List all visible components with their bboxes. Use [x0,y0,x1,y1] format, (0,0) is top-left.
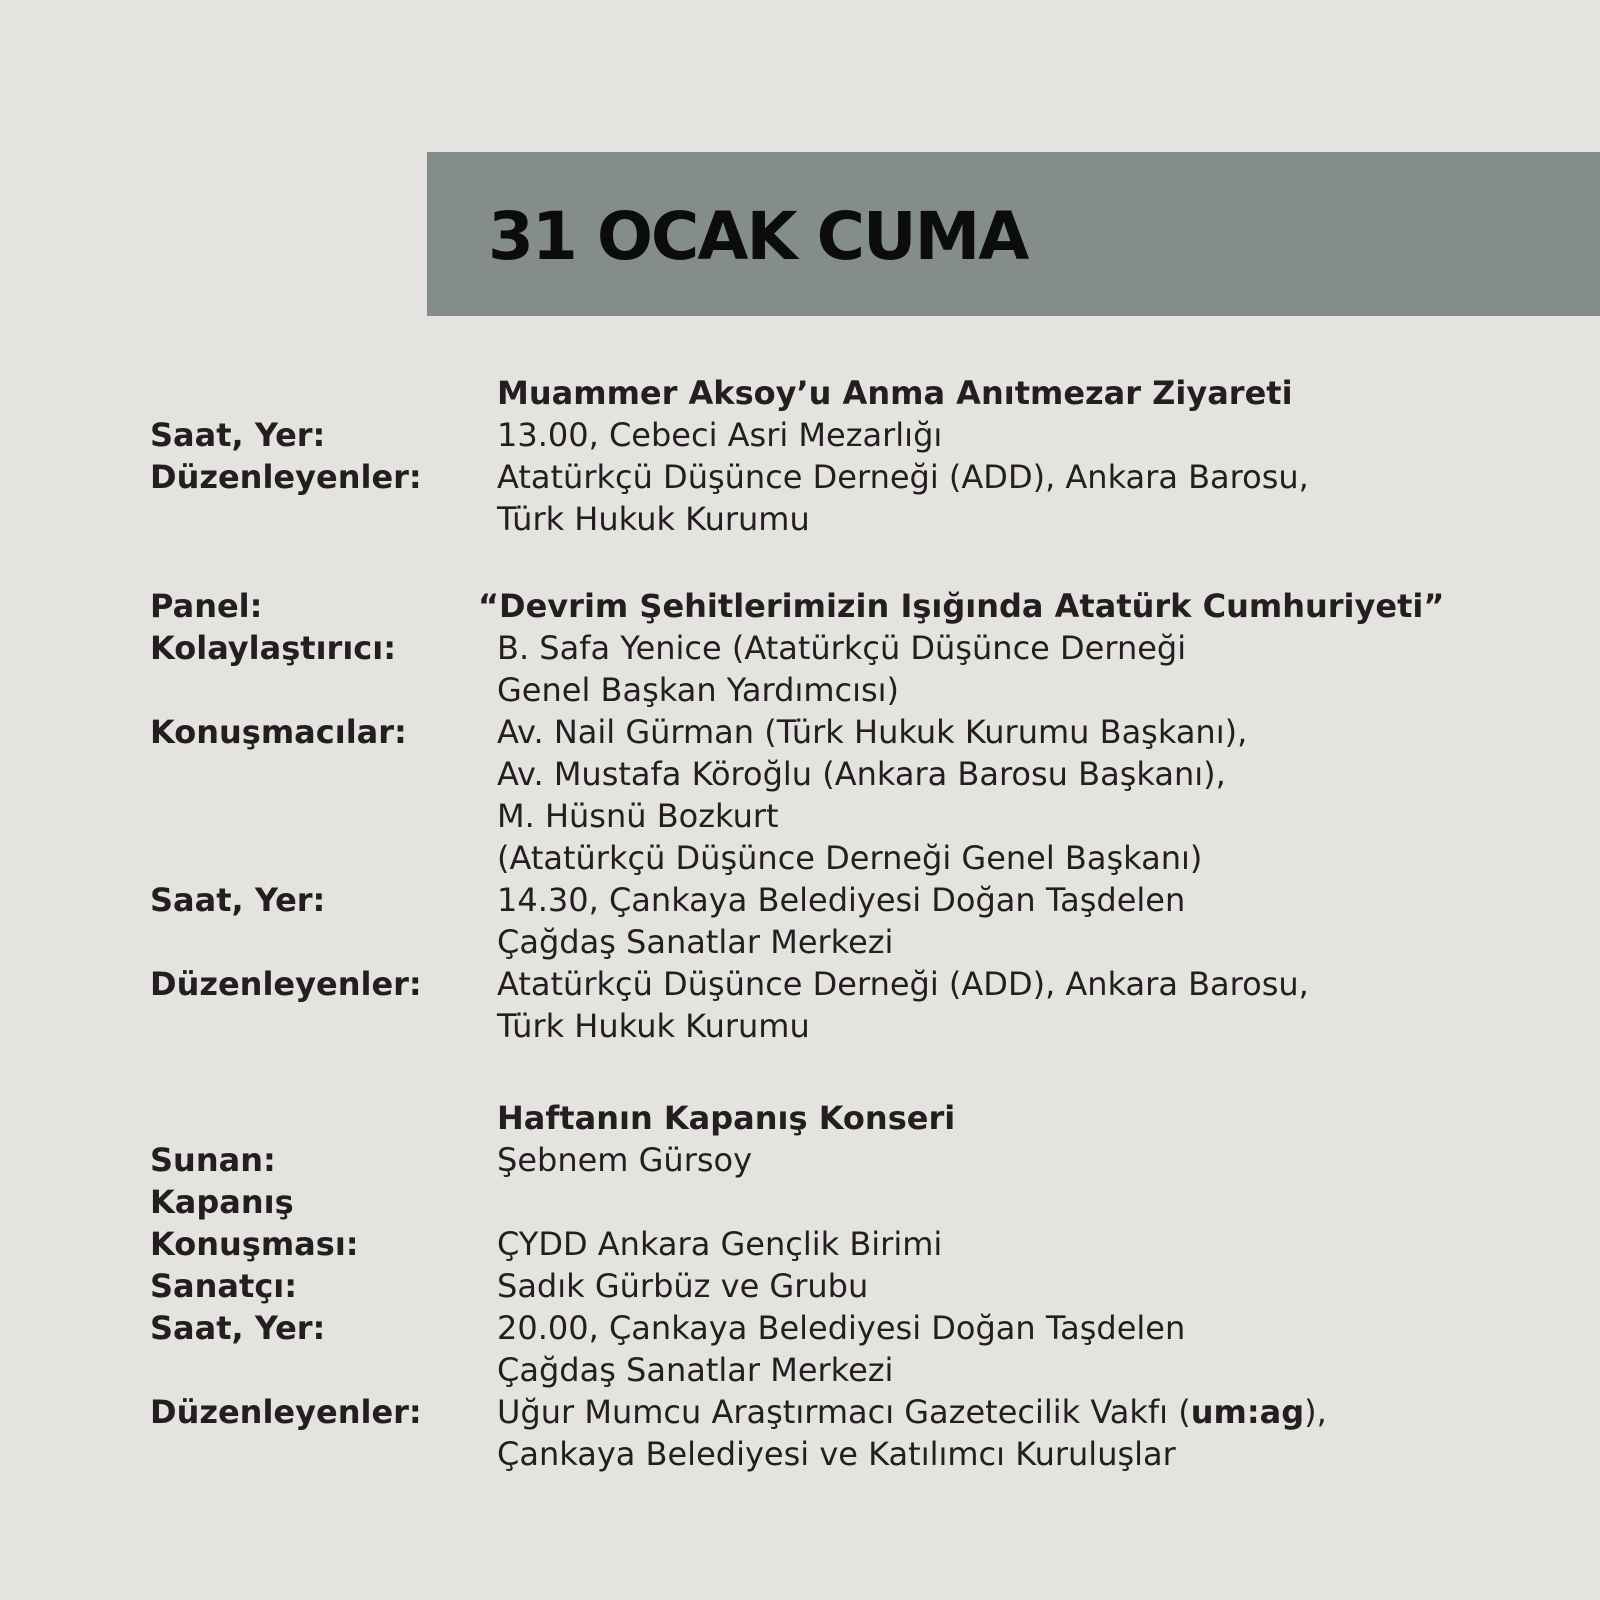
event2-panel-label: Panel: [150,587,263,625]
event3-title-row [0,1097,1600,1139]
event2-time-place-row [0,879,1600,921]
event2-organizers-row [0,963,1600,1005]
event3-organizers-line1 [497,1391,1327,1433]
event3-organizers-label: Düzenleyenler: [150,1393,422,1431]
event3-presenter-row [0,1139,1600,1181]
event3-time-place-label: Saat, Yer: [150,1309,326,1347]
event1-organizers-cont-row [0,498,1600,540]
event2-time-place-cont-row [0,921,1600,963]
event3-organizers-cont-row [0,1433,1600,1475]
event1-title: Muammer Aksoy’u Anma Anıtmezar Ziyareti [497,374,1293,412]
event2-organizers-line2: Türk Hukuk Kurumu [497,1007,810,1045]
event1-organizers-line1: Atatürkçü Düşünce Derneği (ADD), Ankara Barosu, [497,458,1309,496]
event2-speakers-line1: Av. Nail Gürman (Türk Hukuk Kurumu Başkanı), [497,713,1248,751]
event2-speakers-line3: M. Hüsnü Bozkurt [497,797,779,835]
event2-facilitator-line1: B. Safa Yenice (Atatürkçü Düşünce Derneği [497,629,1187,667]
event2-speakers-line4: (Atatürkçü Düşünce Derneği Genel Başkanı) [497,839,1203,877]
event2-speakers-cont-row [0,753,1600,795]
event3-organizers-line2: Çankaya Belediyesi ve Katılımcı Kuruluşlar [497,1435,1176,1473]
event2-panel-title: “Devrim Şehitlerimizin Işığında Atatürk Cumhuriyeti” [478,587,1445,625]
event1-title-row [0,372,1600,414]
umag-brand: um:ag [1190,1393,1305,1431]
event1-time-place: 13.00, Cebeci Asri Mezarlığı [497,416,943,454]
event3-artist-row [0,1265,1600,1307]
event2-time-place-line1: 14.30, Çankaya Belediyesi Doğan Taşdelen [497,881,1186,919]
event2-speakers-line2: Av. Mustafa Köroğlu (Ankara Barosu Başkanı), [497,755,1226,793]
event3-time-place-line1: 20.00, Çankaya Belediyesi Doğan Taşdelen [497,1309,1186,1347]
event2-organizers-cont-row [0,1005,1600,1047]
event2-speakers-cont-row [0,795,1600,837]
event3-artist-label: Sanatçı: [150,1267,298,1305]
event2-facilitator-cont-row [0,669,1600,711]
event3-closing-label-line2: Konuşması: [150,1225,359,1263]
event2-facilitator-line2: Genel Başkan Yardımcısı) [497,671,900,709]
event3-closing-row [0,1223,1600,1265]
event1-organizers-row [0,456,1600,498]
event3-closing-label-row [0,1181,1600,1223]
event3-time-place-row [0,1307,1600,1349]
event3-time-place-cont-row [0,1349,1600,1391]
event2-organizers-label: Düzenleyenler: [150,965,422,1003]
event3-title: Haftanın Kapanış Konseri [497,1099,956,1137]
event2-speakers-cont-row [0,837,1600,879]
event2-speakers-label: Konuşmacılar: [150,713,407,751]
event3-closing-speech: ÇYDD Ankara Gençlik Birimi [497,1225,943,1263]
event3-organizers-line1-start: Uğur Mumcu Araştırmacı Gazetecilik Vakfı ( [497,1393,1191,1431]
event3-presenter-label: Sunan: [150,1141,276,1179]
event2-time-place-label: Saat, Yer: [150,881,326,919]
event3-artist: Sadık Gürbüz ve Grubu [497,1267,869,1305]
event3-organizers-row [0,1391,1600,1433]
event1-time-place-label: Saat, Yer: [150,416,326,454]
event2-time-place-line2: Çağdaş Sanatlar Merkezi [497,923,894,961]
event3-closing-label-line1: Kapanış [150,1183,294,1221]
event2-speakers-row [0,711,1600,753]
event1-time-place-row [0,414,1600,456]
event1-organizers-line2: Türk Hukuk Kurumu [497,500,810,538]
event2-organizers-line1: Atatürkçü Düşünce Derneği (ADD), Ankara Barosu, [497,965,1309,1003]
event2-facilitator-row [0,627,1600,669]
event2-panel-row [0,585,1600,627]
event3-presenter: Şebnem Gürsoy [497,1141,753,1179]
event3-time-place-line2: Çağdaş Sanatlar Merkezi [497,1351,894,1389]
event1-organizers-label: Düzenleyenler: [150,458,422,496]
page-title: 31 OCAK CUMA [488,198,1028,275]
event3-organizers-line1-end: ), [1304,1393,1327,1431]
event2-facilitator-label: Kolaylaştırıcı: [150,629,397,667]
